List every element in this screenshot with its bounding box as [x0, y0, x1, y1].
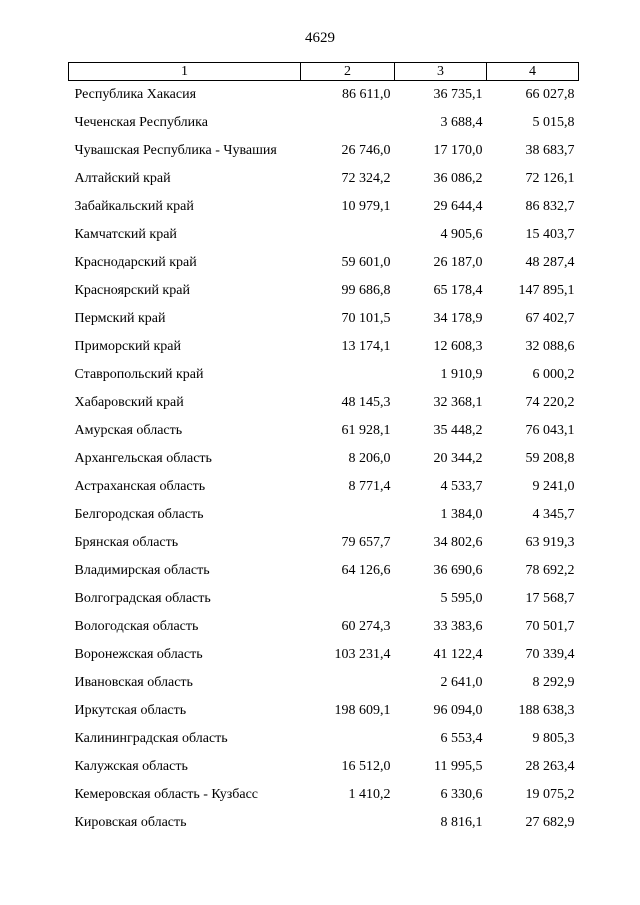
- value-col-3-cell: 41 122,4: [433, 647, 483, 662]
- value-col-3-cell: 36 690,6: [433, 563, 483, 578]
- value-col-3-cell: 34 802,6: [433, 535, 483, 550]
- value-col-4-cell: 74 220,2: [525, 395, 575, 410]
- value-col-3-cell: 1 384,0: [440, 507, 483, 522]
- value-col-3-cell: 32 368,1: [433, 395, 483, 410]
- value-col-3-cell: 3 688,4: [440, 115, 483, 130]
- value-col-2-cell: 8 771,4: [348, 479, 391, 494]
- table-row: [69, 277, 579, 305]
- region-name-cell: Волгоградская область: [74, 591, 211, 606]
- table-row: [69, 809, 579, 837]
- table-header: [69, 63, 579, 81]
- value-col-2-cell: [301, 585, 395, 613]
- header-col-3: 3: [395, 63, 487, 81]
- page-number: 4629: [305, 30, 335, 46]
- value-col-2-cell: 48 145,3: [341, 395, 391, 410]
- value-col-2-cell: 1 410,2: [348, 787, 391, 802]
- value-col-2-cell: [301, 725, 395, 753]
- region-name-cell: Алтайский край: [74, 171, 171, 186]
- region-name-cell: Кемеровская область - Кузбасс: [74, 787, 259, 802]
- value-col-2-cell: 99 686,8: [341, 283, 391, 298]
- value-col-2-cell: 26 746,0: [341, 143, 391, 158]
- table-row: [69, 445, 579, 473]
- value-col-3-cell: 34 178,9: [433, 311, 483, 326]
- value-col-3-cell: 2 641,0: [440, 675, 483, 690]
- value-col-2-cell: 70 101,5: [341, 311, 391, 326]
- value-col-4-cell: 70 339,4: [525, 647, 575, 662]
- value-col-4-cell: 66 027,8: [525, 87, 575, 102]
- value-col-4-cell: 4 345,7: [532, 507, 575, 522]
- header-row: [69, 63, 579, 81]
- value-col-2-cell: 8 206,0: [348, 451, 391, 466]
- value-col-4-cell: 9 241,0: [532, 479, 575, 494]
- value-col-2-cell: [301, 809, 395, 837]
- value-col-3-cell: 17 170,0: [433, 143, 483, 158]
- table-row: [69, 221, 579, 249]
- table-row: [69, 613, 579, 641]
- value-col-4-cell: 9 805,3: [532, 731, 575, 746]
- value-col-4-cell: 15 403,7: [525, 227, 575, 242]
- value-col-2-cell: 10 979,1: [341, 199, 391, 214]
- region-name-cell: Хабаровский край: [74, 395, 184, 410]
- value-col-4-cell: 59 208,8: [525, 451, 575, 466]
- value-col-2-cell: 61 928,1: [341, 423, 391, 438]
- region-name-cell: Пермский край: [74, 311, 166, 326]
- value-col-2-cell: [301, 221, 395, 249]
- value-col-2-cell: 13 174,1: [341, 339, 391, 354]
- value-col-2-cell: 103 231,4: [334, 647, 391, 662]
- value-col-4-cell: 48 287,4: [525, 255, 575, 270]
- table-row: [69, 725, 579, 753]
- value-col-3-cell: 33 383,6: [433, 619, 483, 634]
- value-col-4-cell: 38 683,7: [525, 143, 575, 158]
- table-row: [69, 333, 579, 361]
- value-col-4-cell: 6 000,2: [532, 367, 575, 382]
- table-row: [69, 165, 579, 193]
- value-col-2-cell: 86 611,0: [342, 87, 391, 102]
- value-col-2-cell: 72 324,2: [341, 171, 391, 186]
- value-col-3-cell: 35 448,2: [433, 423, 483, 438]
- value-col-4-cell: 188 638,3: [518, 703, 575, 718]
- table-row: [69, 697, 579, 725]
- value-col-4-cell: 28 263,4: [525, 759, 575, 774]
- value-col-4-cell: 19 075,2: [525, 787, 575, 802]
- value-col-2-cell: [301, 501, 395, 529]
- value-col-3-cell: 12 608,3: [433, 339, 483, 354]
- region-name-cell: Калужская область: [74, 759, 188, 774]
- value-col-2-cell: 79 657,7: [341, 535, 391, 550]
- value-col-3-cell: 6 553,4: [440, 731, 483, 746]
- value-col-4-cell: 147 895,1: [518, 283, 575, 298]
- value-col-3-cell: 4 533,7: [440, 479, 483, 494]
- table-row: [69, 781, 579, 809]
- value-col-2-cell: [301, 361, 395, 389]
- region-name-cell: Калининградская область: [74, 731, 228, 746]
- value-col-2-cell: 64 126,6: [341, 563, 391, 578]
- header-col-1: 1: [69, 63, 301, 81]
- value-col-2-cell: 16 512,0: [341, 759, 391, 774]
- value-col-3-cell: 96 094,0: [433, 703, 483, 718]
- value-col-4-cell: 32 088,6: [525, 339, 575, 354]
- value-col-4-cell: 78 692,2: [525, 563, 575, 578]
- value-col-3-cell: 6 330,6: [440, 787, 483, 802]
- header-col-2: 2: [301, 63, 395, 81]
- value-col-3-cell: 65 178,4: [433, 283, 483, 298]
- value-col-4-cell: 72 126,1: [525, 171, 575, 186]
- table-row: [69, 473, 579, 501]
- table-row: [69, 389, 579, 417]
- region-name-cell: Камчатский край: [74, 227, 177, 242]
- value-col-3-cell: 36 735,1: [433, 87, 483, 102]
- region-name-cell: Воронежская область: [74, 647, 203, 662]
- value-col-3-cell: 5 595,0: [440, 591, 483, 606]
- value-col-3-cell: 36 086,2: [433, 171, 483, 186]
- region-name-cell: Республика Хакасия: [74, 87, 197, 102]
- table-row: [69, 641, 579, 669]
- value-col-4-cell: 70 501,7: [525, 619, 575, 634]
- table-row: [69, 501, 579, 529]
- value-col-4-cell: 67 402,7: [525, 311, 575, 326]
- region-name-cell: Белгородская область: [74, 507, 204, 522]
- value-col-3-cell: 29 644,4: [433, 199, 483, 214]
- value-col-3-cell: 26 187,0: [433, 255, 483, 270]
- table-row: [69, 557, 579, 585]
- value-col-3-cell: 1 910,9: [440, 367, 483, 382]
- table-row: [69, 305, 579, 333]
- data-table: [68, 62, 579, 837]
- value-col-3-cell: 20 344,2: [433, 451, 483, 466]
- region-name-cell: Краснодарский край: [74, 255, 197, 270]
- region-name-cell: Астраханская область: [74, 479, 206, 494]
- table-body: [69, 81, 579, 838]
- value-col-4-cell: 27 682,9: [525, 815, 575, 830]
- value-col-3-cell: 11 995,5: [434, 759, 483, 774]
- value-col-4-cell: 8 292,9: [532, 675, 575, 690]
- value-col-2-cell: [301, 669, 395, 697]
- region-name-cell: Брянская область: [74, 535, 179, 550]
- value-col-4-cell: 86 832,7: [525, 199, 575, 214]
- table-row: [69, 753, 579, 781]
- value-col-2-cell: 198 609,1: [334, 703, 391, 718]
- value-col-2-cell: 60 274,3: [341, 619, 391, 634]
- value-col-3-cell: 8 816,1: [440, 815, 483, 830]
- region-name-cell: Вологодская область: [74, 619, 199, 634]
- region-name-cell: Иркутская область: [74, 703, 187, 718]
- region-name-cell: Ставропольский край: [74, 367, 204, 382]
- region-name-cell: Ивановская область: [74, 675, 193, 690]
- table-row: [69, 249, 579, 277]
- region-name-cell: Амурская область: [74, 423, 183, 438]
- table-row: [69, 417, 579, 445]
- region-name-cell: Владимирская область: [74, 563, 210, 578]
- table-row: [69, 137, 579, 165]
- region-name-cell: Архангельская область: [74, 451, 212, 466]
- table-row: [69, 529, 579, 557]
- value-col-3-cell: 4 905,6: [440, 227, 483, 242]
- value-col-2-cell: [301, 109, 395, 137]
- table-row: [69, 585, 579, 613]
- value-col-4-cell: 76 043,1: [525, 423, 575, 438]
- table-row: [69, 361, 579, 389]
- table-row: [69, 193, 579, 221]
- table-row: [69, 669, 579, 697]
- region-name-cell: Чувашская Республика - Чувашия: [74, 143, 277, 158]
- table-row: [69, 109, 579, 137]
- region-name-cell: Приморский край: [74, 339, 181, 354]
- table-row: [69, 81, 579, 110]
- region-name-cell: Красноярский край: [74, 283, 190, 298]
- value-col-4-cell: 63 919,3: [525, 535, 575, 550]
- header-col-4: 4: [487, 63, 579, 81]
- value-col-4-cell: 5 015,8: [532, 115, 575, 130]
- region-name-cell: Забайкальский край: [74, 199, 194, 214]
- value-col-2-cell: 59 601,0: [341, 255, 391, 270]
- value-col-4-cell: 17 568,7: [525, 591, 575, 606]
- region-name-cell: Чеченская Республика: [74, 115, 208, 130]
- region-name-cell: Кировская область: [74, 815, 187, 830]
